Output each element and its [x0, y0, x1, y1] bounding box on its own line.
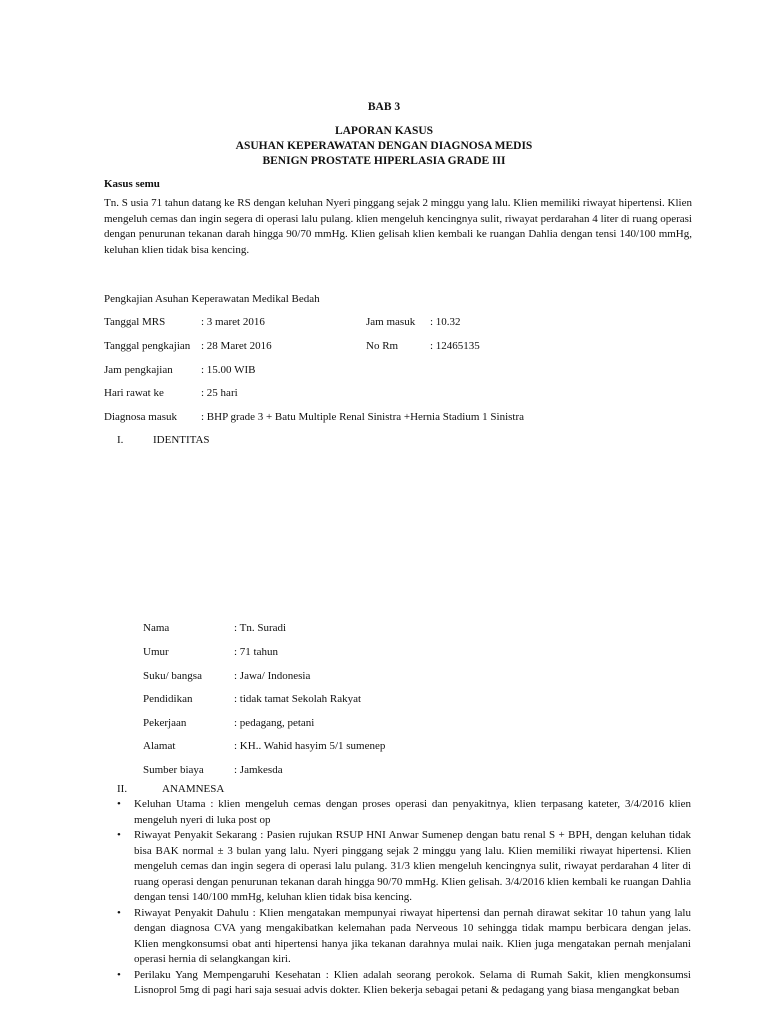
- diagnosis-heading: BENIGN PROSTATE HIPERLASIA GRADE III: [262, 155, 506, 167]
- entry-time-value: : 10.32: [430, 316, 461, 328]
- assessment-date-value: : 28 Maret 2016: [201, 340, 272, 352]
- mrs-date-value: : 3 maret 2016: [201, 316, 265, 328]
- bullet-icon: •: [117, 798, 121, 810]
- list-item-text: Keluhan Utama : klien mengeluh cemas dengan proses operasi dan penyakitnya, klien terpasang kateter, 3/4/2016 klien mengeluh nyeri di luka post op: [134, 798, 691, 826]
- anamnesis-section-title: ANAMNESA: [162, 783, 225, 795]
- identity-section-number: I.: [117, 434, 124, 446]
- identity-label-address: Alamat: [143, 740, 176, 752]
- identity-label-funding: Sumber biaya: [143, 764, 204, 776]
- identity-value-education: : tidak tamat Sekolah Rakyat: [234, 693, 362, 705]
- list-item-text: Perilaku Yang Mempengaruhi Kesehatan : Klien adalah seorang perokok. Selama di Rumah Sakit, klien mengkonsumsi Lisnoprol 5mg di pagi hari saja sesuai advis dokter. Klien bekerja sebagai petani & pedagang yang biasa mengangkat beban: [134, 968, 691, 996]
- medical-record-label: No Rm: [366, 340, 399, 352]
- identity-section-title: IDENTITAS: [153, 434, 210, 446]
- bullet-icon: •: [117, 906, 121, 919]
- identity-value-ethnicity: : Jawa/ Indonesia: [234, 670, 311, 682]
- assessment-title: Pengkajian Asuhan Keperawatan Medikal Bedah: [104, 293, 320, 305]
- case-paragraph: Tn. S usia 71 tahun datang ke RS dengan keluhan Nyeri pinggang sejak 2 minggu yang lalu. Klien memiliki riwayat hipertensi. Klien mengeluh cemas dan ingin segera di operasi lalu pulang. klien mengeluh kencingnya sulit, riwayat perdarahan 4 liter di ruang operasi dengan penurunan tekanan darah hingga 90/70 mmHg. Klien gelisah klien kembali ke ruangan Dahlia dengan tensi 140/100 mmHg, keluhan klien tidak bisa kencing.: [104, 197, 692, 256]
- assessment-time-value: : 15.00 WIB: [201, 364, 256, 376]
- identity-value-funding: : Jamkesda: [234, 764, 283, 776]
- diagnosis-value: : BHP grade 3 + Batu Multiple Renal Sinistra +Hernia Stadium 1 Sinistra: [201, 411, 525, 423]
- list-item: [117, 828, 691, 906]
- chapter-heading: BAB 3: [367, 101, 401, 113]
- assessment-time-label: Jam pengkajian: [104, 364, 173, 376]
- list-item: [117, 906, 691, 968]
- identity-value-name: : Tn. Suradi: [234, 622, 287, 634]
- list-item: [117, 797, 691, 828]
- medical-record-value: : 12465135: [430, 340, 480, 352]
- identity-label-age: Umur: [143, 646, 169, 658]
- care-heading: ASUHAN KEPERAWATAN DENGAN DIAGNOSA MEDIS: [235, 140, 533, 152]
- list-item: [117, 968, 691, 999]
- list-item-text: Riwayat Penyakit Dahulu : Klien mengatakan mempunyai riwayat hipertensi dan pernah dirawat sekitar 10 tahun yang lalu dengan diagnosa CVA yang mengakibatkan kelemahan pada Nerveous 10 sehingga tidak mampu berbicara dengan jelas. Klien mengkonsumsi obat anti hipertensi hanya jika tekanan darahnya mulai naik. Klien juga mengatakan pernah menjalani operasi hernia di selangkangan kiri.: [134, 906, 691, 965]
- identity-label-occupation: Pekerjaan: [143, 717, 187, 729]
- report-heading: LAPORAN KASUS: [334, 125, 434, 137]
- identity-label-education: Pendidikan: [143, 693, 193, 705]
- case-title: Kasus semu: [104, 178, 160, 190]
- care-day-label: Hari rawat ke: [104, 387, 164, 399]
- care-day-value: : 25 hari: [201, 387, 238, 399]
- identity-value-address: : KH.. Wahid hasyim 5/1 sumenep: [234, 740, 386, 752]
- assessment-date-label: Tanggal pengkajian: [104, 340, 191, 352]
- bullet-icon: •: [117, 968, 121, 981]
- anamnesis-section-number: II.: [117, 783, 128, 795]
- anamnesis-list: [117, 797, 691, 999]
- diagnosis-label: Diagnosa masuk: [104, 411, 178, 423]
- identity-value-occupation: : pedagang, petani: [234, 717, 315, 729]
- mrs-date-label: Tanggal MRS: [104, 316, 166, 328]
- identity-label-name: Nama: [143, 622, 170, 634]
- identity-value-age: : 71 tahun: [234, 646, 278, 658]
- list-item-text: Riwayat Penyakit Sekarang : Pasien rujukan RSUP HNI Anwar Sumenep dengan batu renal S + BPH, dengan keluhan tidak bisa BAK normal ± 3 bulan yang lalu. Nyeri pinggang sejak 2 minggu yang lalu. Klien memiliki riwayat hipertensi. Klien mengeluh cemas dan ingin segera di operasi lalu pulang. 31/3 klien mengeluh kencingnya sulit, riwayat perdarahan 4 liter di ruang operasi dengan penurunan tekanan darah hingga 90/70 mmHg. Klien gelisah. 3/4/2016 klien kembali ke ruangan Dahlia dengan tensi 140/100 mmHg, keluhan klien tidak bisa kencing.: [134, 829, 691, 903]
- entry-time-label: Jam masuk: [366, 316, 416, 328]
- identity-label-ethnicity: Suku/ bangsa: [143, 670, 202, 682]
- bullet-icon: •: [117, 829, 121, 841]
